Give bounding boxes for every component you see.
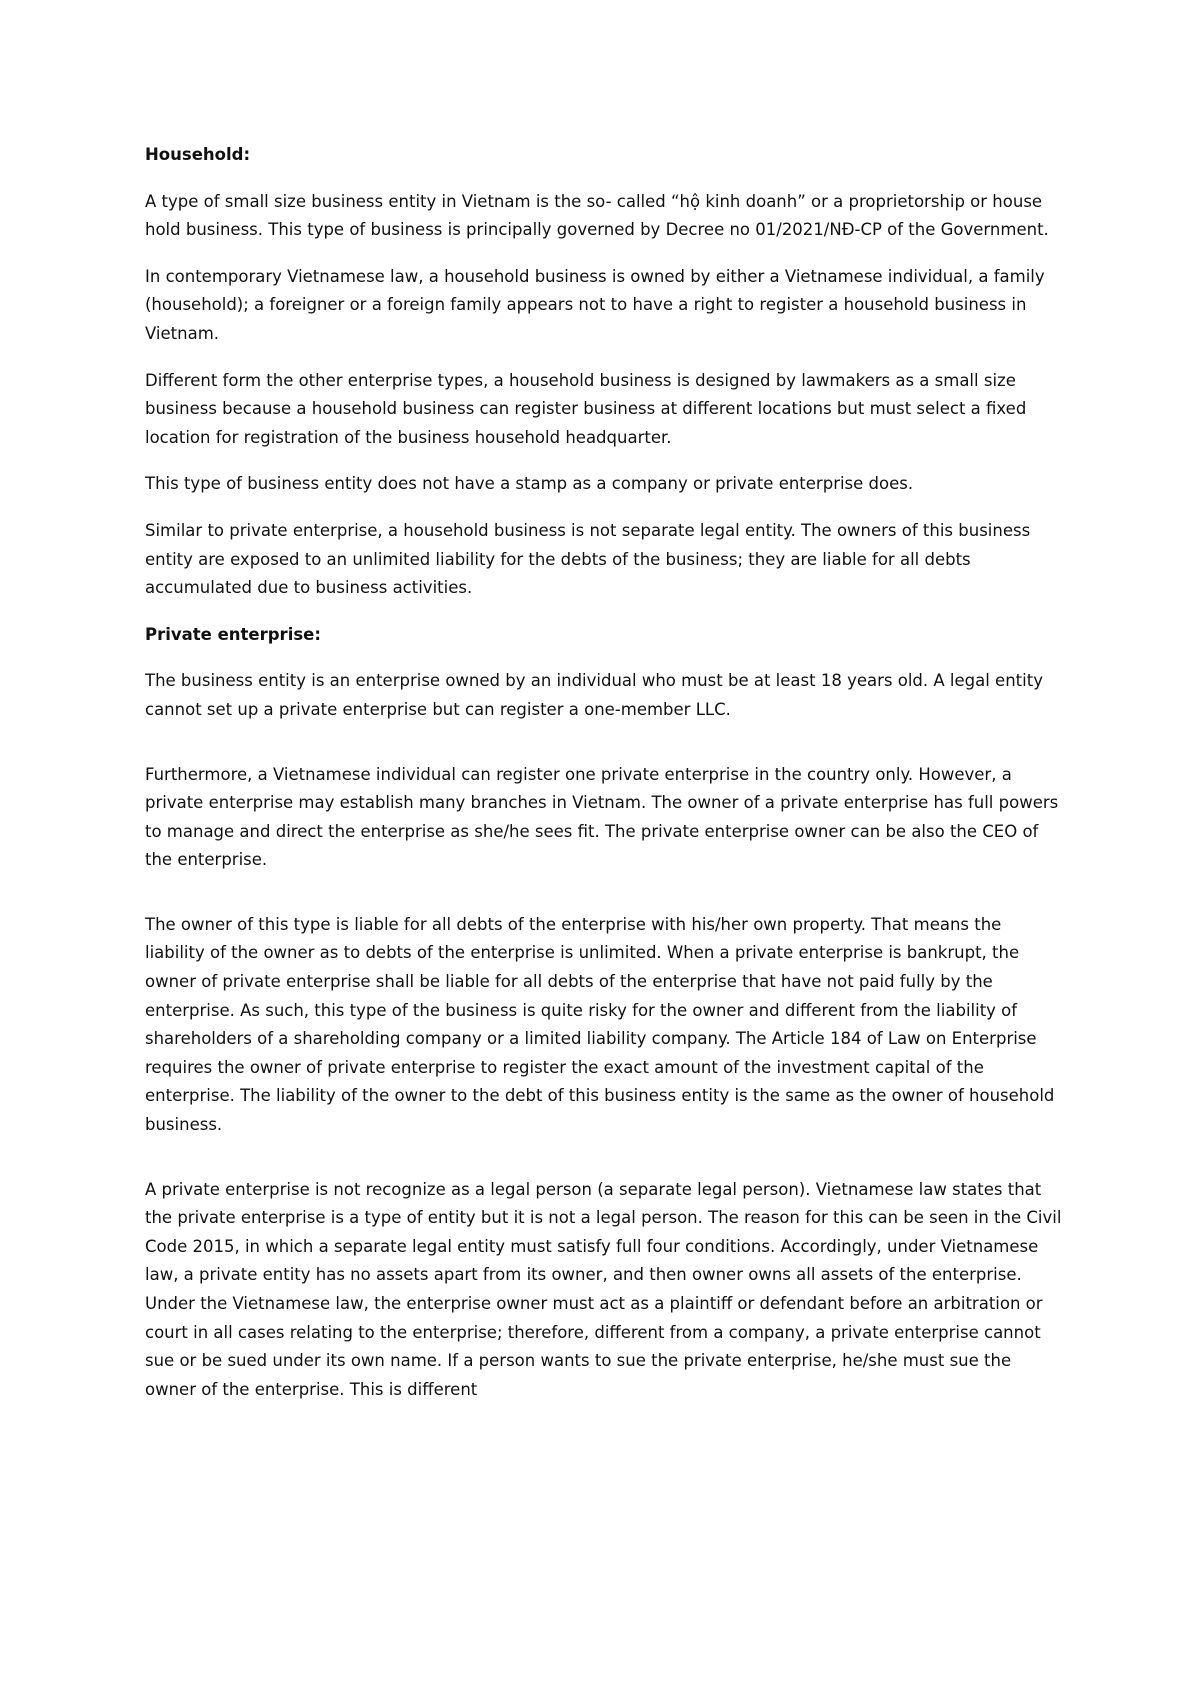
private-paragraph-4: A private enterprise is not recognize as a legal person (a separate legal person). Vietnamese law states that the private enterprise is a type of entity but it is not a legal person. The reason for this can be seen in the Civil Code 2015, in which a separate legal entity must satisfy full four conditions. Accordingly, under Vietnamese law, a private entity has no assets apart from its owner, and then owner owns all assets of the enterprise. Under the Vietnamese law, the enterprise owner must act as a plaintiff or defendant before an arbitration or court in all cases relating to the enterprise; therefore, different from a company, a private enterprise cannot sue or be sued under its own name. If a person wants to sue the private enterprise, he/she must sue the owner of the enterprise. This is different <box>145 1179 1062 1399</box>
household-paragraph-2: In contemporary Vietnamese law, a household business is owned by either a Vietnamese individual, a family (household); a foreigner or a foreign family appears not to have a right to register a household business in Vietnam. <box>145 266 1045 343</box>
household-paragraph-4: This type of business entity does not have a stamp as a company or private enterprise does. <box>145 474 914 494</box>
private-paragraph-1: The business entity is an enterprise owned by an individual who must be at least 18 years old. A legal entity cannot set up a private enterprise but can register a one-member LLC. <box>145 671 1043 719</box>
household-paragraph-5: Similar to private enterprise, a household business is not separate legal entity. The owners of this business entity are exposed to an unlimited liability for the debts of the business; they are liable for all debts accumulated due to business activities. <box>145 520 1031 598</box>
private-paragraph-3: The owner of this type is liable for all debts of the enterprise with his/her own property. That means the liability of the owner as to debts of the enterprise is unlimited. When a private enterprise is bankrupt, the owner of private enterprise shall be liable for all debts of the enterprise that have not paid fully by the enterprise. As such, this type of the business is quite risky for the owner and different from the liability of shareholders of a shareholding company or a limited liability company. The Article 184 of Law on Enterprise requires the owner of private enterprise to register the exact amount of the investment capital of the enterprise. The liability of the owner to the debt of this business entity is the same as the owner of household business. <box>145 914 1055 1135</box>
household-paragraph-1: A type of small size business entity in Vietnam is the so- called “hộ kinh doanh” or a proprietorship or house hold business. This type of business is principally governed by Decree no 01/2021/NĐ-CP of the Government. <box>145 191 1049 240</box>
household-heading: Household: <box>145 145 251 164</box>
household-paragraph-3: Different form the other enterprise types, a household business is designed by lawmakers as a small size business because a household business can register business at different locations but must select a fixed location for registration of the business household headquarter. <box>145 370 1027 447</box>
private-paragraph-2: Furthermore, a Vietnamese individual can register one private enterprise in the country only. However, a private enterprise may establish many branches in Vietnam. The owner of a private enterprise has full powers to manage and direct the enterprise as she/he sees fit. The private enterprise owner can be also the CEO of the enterprise. <box>145 764 1059 870</box>
document-body <box>145 141 1065 1422</box>
private-enterprise-heading: Private enterprise: <box>145 624 321 644</box>
